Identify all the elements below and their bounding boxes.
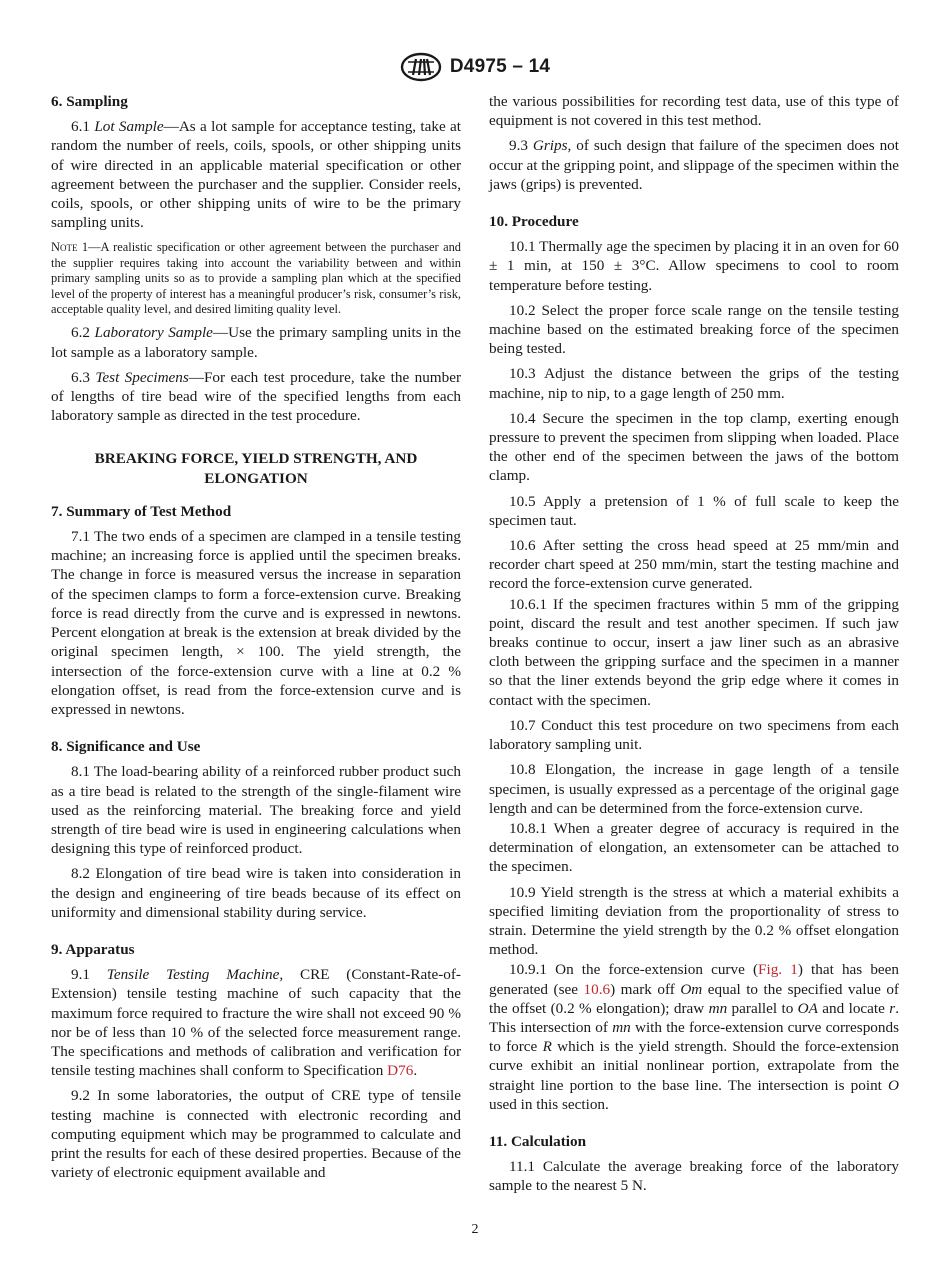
- link-d76[interactable]: D76: [387, 1062, 414, 1080]
- paragraph-10-9-1: 10.9.1 On the force-extension curve (Fig. 1) that has been generated (see 10.6) mark off Om equal to the specified value of the offset (0.2 % elongation); draw mn parallel to OA and locate r. This intersection of mn with the force-extension curve corresponds to force R which is the yield strength. Should the force-extension curve exhibit an initial nonlinear portion, extrapolate from the straight line portion to the base line. The intersection is point O used in this section.: [489, 961, 899, 1113]
- paragraph-10-8-1: 10.8.1 When a greater degree of accuracy is required in the determination of elongation, an extensometer can be attached to the specimen.: [489, 819, 899, 876]
- paragraph-10-3: 10.3 Adjust the distance between the grips of the testing machine, nip to nip, to a gage length of 250 mm.: [489, 365, 899, 402]
- section-title-calculation: 11. Calculation: [489, 1132, 587, 1150]
- paragraph-10-5: 10.5 Apply a pretension of 1 % of full scale to keep the specimen taut.: [489, 492, 899, 529]
- paragraph-10-1: 10.1 Thermally age the specimen by placing it in an oven for 60 ± 1 min, at 150 ± 3°C. Allow specimens to cool to room temperature before testing.: [489, 238, 899, 294]
- section-title-sampling: 6. Sampling: [51, 93, 128, 110]
- paragraph-9-1: 9.1 Tensile Testing Machine, CRE (Constant-Rate-of-Extension) tensile testing machine of such capacity that the maximum force required to fracture the wire shall not exceed 90 % nor be of less than 10 % of the selected force measurement range. The specifications and methods of calibration and verification for tensile testing machines shall conform to Specification D76.: [51, 966, 461, 1080]
- note-1: Note 1—A realistic specification or other agreement between the purchaser and the supplier requires taking into account the variability between and within primary sampling units so as to provide a sampling plan which at the specified level of the property of interest has a meaningful producer’s risk, consumer’s risk, acceptable quality level, and desired limiting quality level.: [51, 240, 461, 317]
- paragraph-7-1: 7.1 The two ends of a specimen are clamped in a tensile testing machine; an increasing force is applied until the specimen breaks. The change in force is measured versus the increase in separation of the specimen clamps to form a force-extension curve. Breaking force is read directly from the curve and is expressed in newtons. Percent elongation at break is the extension at break divided by the original specimen length, × 100. The yield strength, the intersection of the force-extension curve with a line at 0.2 % elongation offset, is read from the force-extension curve and is expressed in newtons.: [51, 528, 461, 718]
- astm-logo-icon: [400, 52, 442, 82]
- paragraph-6-3: 6.3 Test Specimens—For each test procedure, take the number of lengths of tire bead wire of the specified lengths from each laboratory sample as directed in the test procedure.: [51, 368, 461, 425]
- paragraph-9-2-continued: the various possibilities for recording test data, use of this type of equipment is not covered in this test method.: [489, 93, 899, 130]
- link-10-6[interactable]: 10.6: [583, 980, 611, 998]
- paragraph-8-2: 8.2 Elongation of tire bead wire is taken into consideration in the design and engineering of tire beads because of its effect on uniformity and dimensional stability during service.: [51, 865, 461, 921]
- section-title-summary: 7. Summary of Test Method: [51, 502, 232, 520]
- paragraph-9-3: 9.3 Grips, of such design that failure of the specimen does not occur at the gripping point, and slippage of the specimen within the jaws (grips) is prevented.: [489, 137, 899, 193]
- paragraph-9-2: 9.2 In some laboratories, the output of CRE type of tensile testing machine is connected with electronic recording and computing equipment which may be programmed to calculate and print the results for each of these desired properties. Because of the variety of electronic equipment available and: [51, 1087, 461, 1182]
- standard-designation: D4975 – 14: [449, 56, 551, 77]
- link-fig-1[interactable]: Fig. 1: [758, 961, 798, 979]
- page-number: 2: [471, 1222, 479, 1237]
- page-header: [0, 52, 950, 82]
- paragraph-10-9: 10.9 Yield strength is the stress at which a material exhibits a specified limiting deviation from the proportionality of stress to strain. Determine the yield strength by the 0.2 % offset elongation method.: [489, 883, 899, 959]
- paragraph-8-1: 8.1 The load-bearing ability of a reinforced rubber product such as a tire bead is related to the strength of the single-filament wire used as the reinforcing material. The breaking force and yield strength of tire bead wire is used in engineering calculations when designing this type of reinforced product.: [51, 763, 461, 858]
- paragraph-10-8: 10.8 Elongation, the increase in gage length of a tensile specimen, is usually expressed as a percentage of the original gage length and can be determined from the force-extension curve.: [489, 761, 899, 817]
- right-column: [489, 92, 899, 1202]
- paragraph-6-2: 6.2 Laboratory Sample—Use the primary sampling units in the lot sample as a laboratory sample.: [51, 324, 462, 361]
- paragraph-10-6-1: 10.6.1 If the specimen fractures within 5 mm of the gripping point, discard the result and test another specimen. If such jaw breaks continue to occur, insert a jaw liner such as an abrasive cloth between the gripping surface and the specimen in a manner so that the liner extends beyond the grip edge where it comes in contact with the specimen.: [489, 595, 899, 709]
- paragraph-10-6: 10.6 After setting the cross head speed at 25 mm/min and recorder chart speed at 250 mm/min, start the testing machine and record the force-extension curve generated.: [489, 537, 899, 593]
- left-column: [51, 92, 461, 1188]
- section-heading-breaking-force: BREAKING FORCE, YIELD STRENGTH, AND ELONGATION: [94, 450, 418, 487]
- section-title-significance: 8. Significance and Use: [51, 738, 201, 756]
- section-title-procedure: 10. Procedure: [489, 213, 579, 231]
- paragraph-10-2: 10.2 Select the proper force scale range on the tensile testing machine based on the estimated breaking force of the specimen being tested.: [489, 301, 899, 358]
- paragraph-6-1: 6.1 Lot Sample—As a lot sample for acceptance testing, take at random the number of reels, coils, spools, or other shipping units of wire directed in an applicable material specification or other agreement between the purchaser and the supplier. Consider reels, coils, spools, or other shipping units of wire to be the primary sampling units.: [51, 118, 462, 232]
- section-title-apparatus: 9. Apparatus: [51, 940, 135, 958]
- paragraph-10-7: 10.7 Conduct this test procedure on two specimens from each laboratory sampling unit.: [489, 716, 899, 754]
- paragraph-10-4: 10.4 Secure the specimen in the top clamp, exerting enough pressure to prevent the specimen from slipping when loaded. Place the other end of the specimen between the jaws of the bottom clamp.: [489, 409, 899, 485]
- paragraph-11-1: 11.1 Calculate the average breaking force of the laboratory sample to the nearest 5 N.: [489, 1158, 899, 1195]
